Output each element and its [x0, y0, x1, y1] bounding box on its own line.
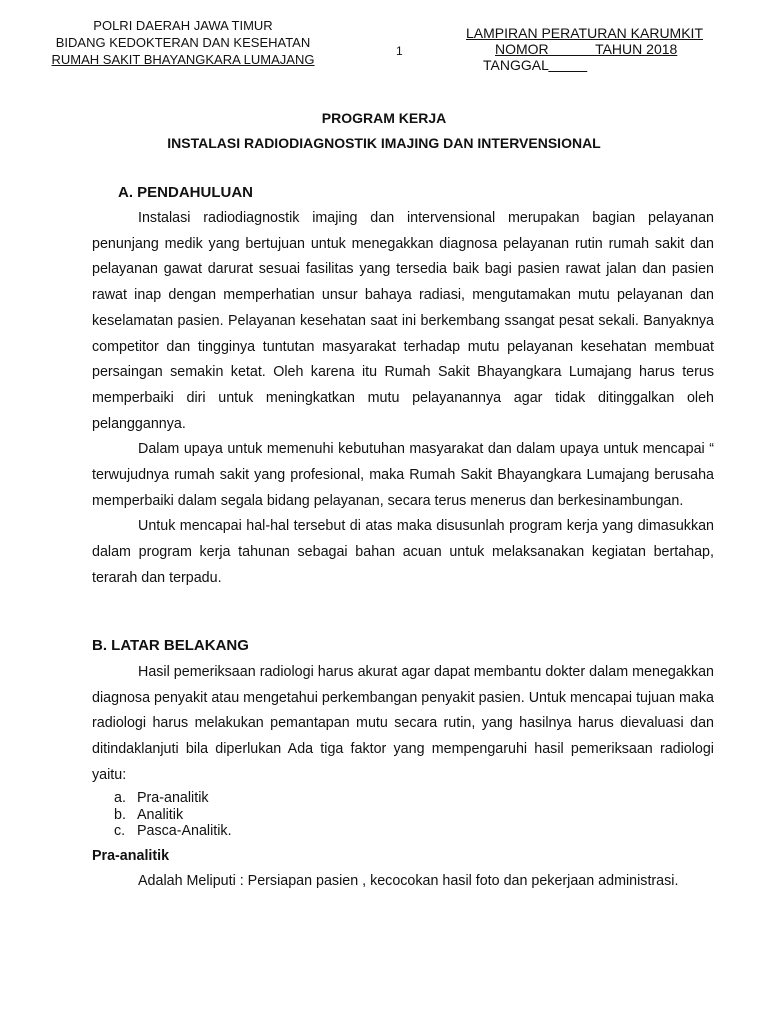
section-a-paragraph: Instalasi radiodiagnostik imajing dan intervensional merupakan bagian pelayanan penunjang medik yang bertujuan untuk menegakkan diagnosa pelayanan rutin rumah sakit dan pelayanan gawat darurat sesuai fasilitas yang tersedia baik bagi pasien rawat jalan dan pasien rawat inap dengan memperhatian unsur bahaya radiasi, mengutamakan mutu pelayanan dan keselamatan pasien. Pelayanan kesehatan saat ini berkembang ssangat pesat sekali. Banyaknya competitor dan tingginya tuntutan masyarakat terhadap mutu pelayanan kesehatan membuat persaingan semakin ketat. Oleh karena itu Rumah Sakit Bhayangkara Lumajang harus terus memperbaiki diri untuk meningkatkan mutu pelayanannya agar tidak ditinggalkan oleh pelanggannya.	[92, 210, 714, 432]
date-label: TANGGAL	[483, 57, 549, 73]
regulation-header	[466, 25, 736, 73]
list-marker: a.	[114, 790, 126, 806]
institution-header	[38, 17, 328, 68]
pra-analitik-body	[92, 869, 714, 895]
pra-analitik-paragraph: Adalah Meliputi : Persiapan pasien , kecocokan hasil foto dan pekerjaan administrasi.	[138, 873, 679, 889]
list-item	[92, 790, 492, 807]
page-number: 1	[396, 44, 403, 58]
section-a-paragraph: Untuk mencapai hal-hal tersebut di atas maka disusunlah program kerja yang dimasukkan dalam program kerja tahunan sebagai bahan acuan untuk melaksanakan kegiatan bertahap, terarah dan terpadu.	[92, 518, 714, 586]
section-a-paragraph: Dalam upaya untuk memenuhi kebutuhan masyarakat dan dalam upaya untuk mencapai “ terwujudnya rumah sakit yang profesional, maka Rumah Sakit Bhayangkara Lumajang berusaha memperbaiki dalam segala bidang pelayanan, secara terus menerus dan berkesinambungan.	[92, 441, 714, 509]
section-b-paragraph: Hasil pemeriksaan radiologi harus akurat agar dapat membantu dokter dalam menegakkan diagnosa penyakit atau mengetahui perkembangan penyakit pasien. Untuk mencapai tujuan maka radiologi harus melakukan pemantapan mutu secara rutin, yang hasilnya harus dievaluasi dan ditindaklanjuti bila diperlukan Ada tiga faktor yang mempengaruhi hasil pemeriksaan radiologi yaitu:	[92, 664, 714, 783]
list-marker: c.	[114, 823, 126, 839]
list-item	[92, 823, 492, 840]
list-marker: b.	[114, 806, 126, 823]
header-left-line2: BIDANG KEDOKTERAN DAN KESEHATAN	[55, 35, 311, 50]
list-item-text: Pra-analitik	[137, 790, 209, 806]
header-left-line1: POLRI DAERAH JAWA TIMUR	[93, 18, 273, 33]
section-b-body	[92, 660, 714, 789]
section-a-heading: A. PENDAHULUAN	[118, 184, 253, 201]
header-right-line1: LAMPIRAN PERATURAN KARUMKIT	[466, 25, 703, 41]
date-blank	[548, 57, 587, 73]
list-item-text: Analitik	[137, 806, 184, 823]
header-right-line3	[466, 57, 736, 73]
header-left-line3: RUMAH SAKIT BHAYANGKARA LUMAJANG	[51, 52, 315, 67]
list-item-text: Pasca-Analitik.	[137, 823, 232, 839]
document-title: PROGRAM KERJA	[321, 110, 447, 126]
section-b-heading: B. LATAR BELAKANG	[92, 637, 249, 654]
list-item	[92, 807, 492, 824]
section-a-body	[92, 206, 714, 592]
pra-analitik-heading: Pra-analitik	[92, 848, 170, 864]
factor-list	[92, 790, 492, 840]
document-subtitle: INSTALASI RADIODIAGNOSTIK IMAJING DAN INTERVENSIONAL	[167, 135, 601, 151]
header-right-line2: NOMOR TAHUN 2018	[495, 41, 678, 57]
